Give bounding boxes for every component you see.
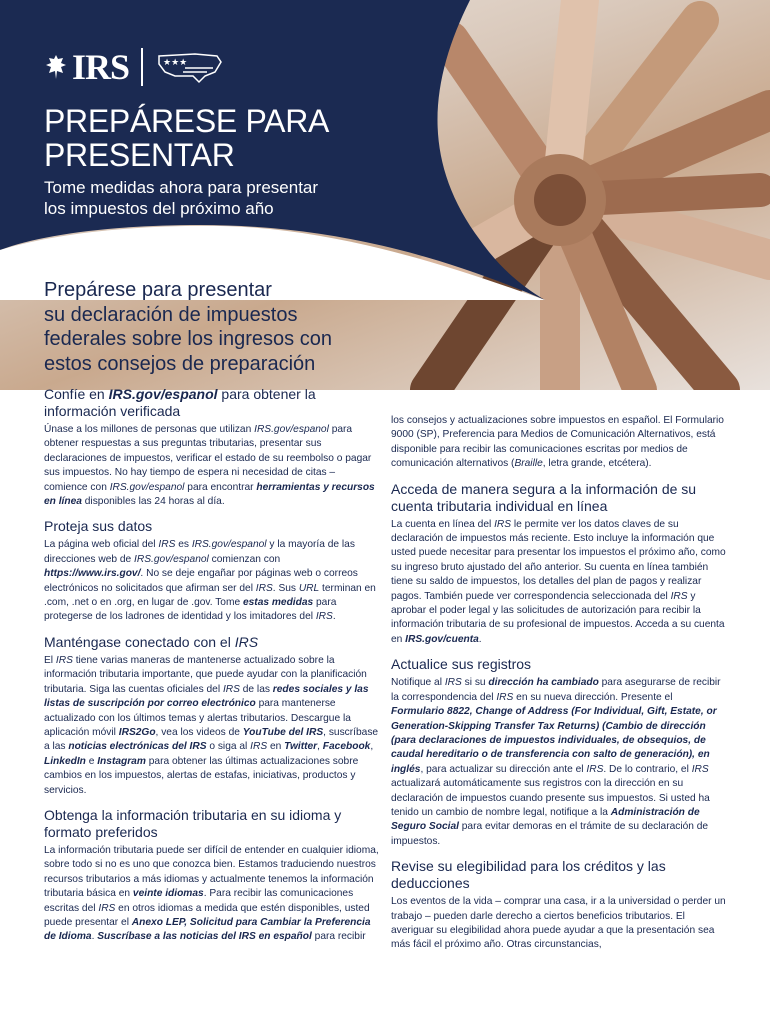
link-facebook[interactable]: Facebook	[322, 741, 371, 753]
link-seguro-social[interactable]: Administración de Seguro Social	[391, 806, 700, 833]
eagle-icon	[44, 53, 68, 81]
link-formulario-8822[interactable]: Formulario 8822, Change of Address (For Individual, Gift, Estate, or Generation-Skipping Transfer Tax Returns) (Cambio de dirección (para declaraciones de impuestos individuales, de obsequios, de caudal hereditario o de transferencia con salto de generación), en inglés	[391, 706, 717, 775]
left-column	[44, 386, 379, 954]
section-text-conectado: El IRS tiene varias maneras de mantenerse actualizado sobre la información tributaria importante, que puede ayudar con la planificación tributaria. Siga las cuentas oficiales del IRS de las redes sociales y las listas de suscripción por correo electrónico para mantenerse actualizado con los últimos temas y alertas tributarios. Descargue la aplicación móvil IRS2Go, vea los videos de YouTube del IRS, suscríbase a las noticias electrónicas del IRS o siga al IRS en Twitter, Facebook, LinkedIn e Instagram para obtener las últimas actualizaciones sobre cambios en los impuestos, alertas de estafas, iniciativas, productos y servicios.	[44, 654, 379, 796]
link-redes-sociales[interactable]: redes sociales y las listas de suscripción por correo electrónico	[44, 683, 369, 710]
logo-divider	[141, 48, 143, 86]
link-twitter[interactable]: Twitter	[284, 741, 318, 753]
section-text-elegibilidad: Los eventos de la vida – comprar una casa, ir a la universidad o perder un trabajo – pueden darle derecho a ciertos beneficios tributarios. El averiguar su elegibilidad ahora puede ayudar a que la presentación sea más fácil el próximo año. Otras circunstancias,	[391, 896, 726, 951]
section-text-proteja: La página web oficial del IRS es IRS.gov/espanol y la mayoría de las direcciones web de IRS.gov/espanol comienzan con https://www.irs.gov/. No se deje engañar por páginas web o correos electrónicos no solicitados que afirman ser del IRS. Sus URL terminan en .com, .net o en .org, en lugar de .gov. Tome estas medidas para protegerse de los ladrones de identidad y los imitadores del IRS.	[44, 539, 376, 623]
page-subtitle: Tome medidas ahora para presentar los impuestos del próximo año	[44, 178, 319, 218]
link-suscribase[interactable]: Suscríbase a las noticias del IRS en español	[97, 931, 312, 943]
section-heading-cuenta: Acceda de manera segura a la información de su cuenta tributaria individual en línea	[391, 480, 697, 514]
link-instagram[interactable]: Instagram	[97, 755, 146, 767]
link-linkedin[interactable]: LinkedIn	[44, 755, 86, 767]
section-text-idioma: La información tributaria puede ser difícil de entender en cualquier idioma, sobre todo si no es uno que conozca bien. Estamos traduciendo nuestros recursos tributarios a más idiomas y actualmente tenemos la información tributaria básica en veinte idiomas. Para recibir las comunicaciones escritas del IRS en otros idiomas a medida que estén disponibles, usted puede presentar el Anexo LEP, Solicitud para Cambiar la Preferencia de Idioma. Suscríbase a las noticias del IRS en español para recibir	[44, 844, 379, 943]
link-veinte-idiomas[interactable]: veinte idiomas	[132, 888, 204, 900]
link-anexo-lep[interactable]: Anexo LEP, Solicitud para Cambiar la Preferencia de Idioma	[44, 916, 371, 943]
link-estas-medidas[interactable]: estas medidas	[242, 597, 314, 609]
section-heading-conectado: Manténgase conectado con el IRS	[44, 633, 259, 650]
link-irs-cuenta[interactable]: IRS.gov/cuenta	[405, 633, 479, 645]
svg-text:★★★: ★★★	[162, 58, 187, 68]
section-text-registros: Notifique al IRS si su dirección ha cambiado para asegurarse de recibir la correspondencia del IRS en su nueva dirección. Presente el Formulario 8822, Change of Address (For Individual, Gift, Estate, or Generation-Skipping Transfer Tax Returns) (Cambio de dirección (para declaraciones de impuestos individuales, de obsequios, de caudal hereditario o de transferencia con salto de generación), en inglés, para actualizar su dirección ante el IRS. De lo contrario, el IRS actualizará automáticamente sus registros con la dirección en su declaración de impuestos cuando presente sus impuestos. Si usted ha tenido un cambio de nombre legal, notifique a la Administración de Seguro Social para evitar demoras en el trámite de su declaración de impuestos.	[391, 677, 721, 847]
us-map-flag-icon	[155, 50, 225, 84]
irs-wordmark: IRS	[72, 47, 130, 87]
link-herramientas[interactable]: herramientas y recursos en línea	[44, 481, 375, 508]
section-text-cuenta: La cuenta en línea del IRS le permite ver los datos claves de su declaración de impuestos más reciente. Esto incluye la información que usted puede necesitar para presentar los impuestos el próximo año, como su ingreso bruto ajustado del año anterior. Su cuenta en línea también tiene su saldo de impuestos, los detalles del plan de pagos y realizar pagos. También puede ver correspondencia seleccionada del IRS y aprobar el poder legal y las solicitudes de autorización para recibir la información tributaria de su profesional de impuestos. Acceda a su cuenta en IRS.gov/cuenta.	[391, 518, 726, 645]
intro-heading: Prepárese para presentar su declaración de impuestos federales sobre los ingresos con estos consejos de preparación	[44, 279, 332, 375]
irs-logo	[44, 48, 225, 86]
page-title: PREPÁRESE PARA PRESENTAR	[44, 103, 330, 173]
link-noticias[interactable]: noticias electrónicas del IRS	[68, 741, 207, 753]
section-text-confie: Únase a los millones de personas que utilizan IRS.gov/espanol para obtener respuestas a sus preguntas tributarias, presentar sus declaraciones de impuestos, verificar el estado de su reembolso o pagar sus impuestos. No hay tiempo de espera ni necesidad de citas – comience con IRS.gov/espanol para encontrar herramientas y recursos en línea disponibles las 24 horas al día.	[44, 424, 375, 508]
section-heading-idioma: Obtenga la información tributaria en su idioma y formato preferidos	[44, 806, 342, 840]
section-text-idioma-cont: los consejos y actualizaciones sobre impuestos en español. El Formulario 9000 (SP), Preferencia para Medios de Comunicación Alternativos, está disponible para recibir las comunicaciones escritas por medios de comunicación alternativos (Braille, letra grande, etcétera).	[391, 415, 724, 470]
link-irs-gov[interactable]: https://www.irs.gov/	[44, 568, 141, 580]
link-youtube[interactable]: YouTube del IRS	[242, 726, 324, 738]
section-heading-proteja: Proteja sus datos	[44, 518, 153, 535]
section-heading-registros: Actualice sus registros	[391, 656, 532, 673]
section-heading-elegibilidad: Revise su elegibilidad para los créditos y las deducciones	[391, 858, 666, 892]
link-irs2go[interactable]: IRS2Go	[118, 726, 156, 738]
right-column	[391, 414, 727, 962]
link-direccion[interactable]: dirección ha cambiado	[488, 677, 599, 689]
section-heading-confie: Confíe en IRS.gov/espanol para obtener la información verificada	[44, 386, 316, 419]
